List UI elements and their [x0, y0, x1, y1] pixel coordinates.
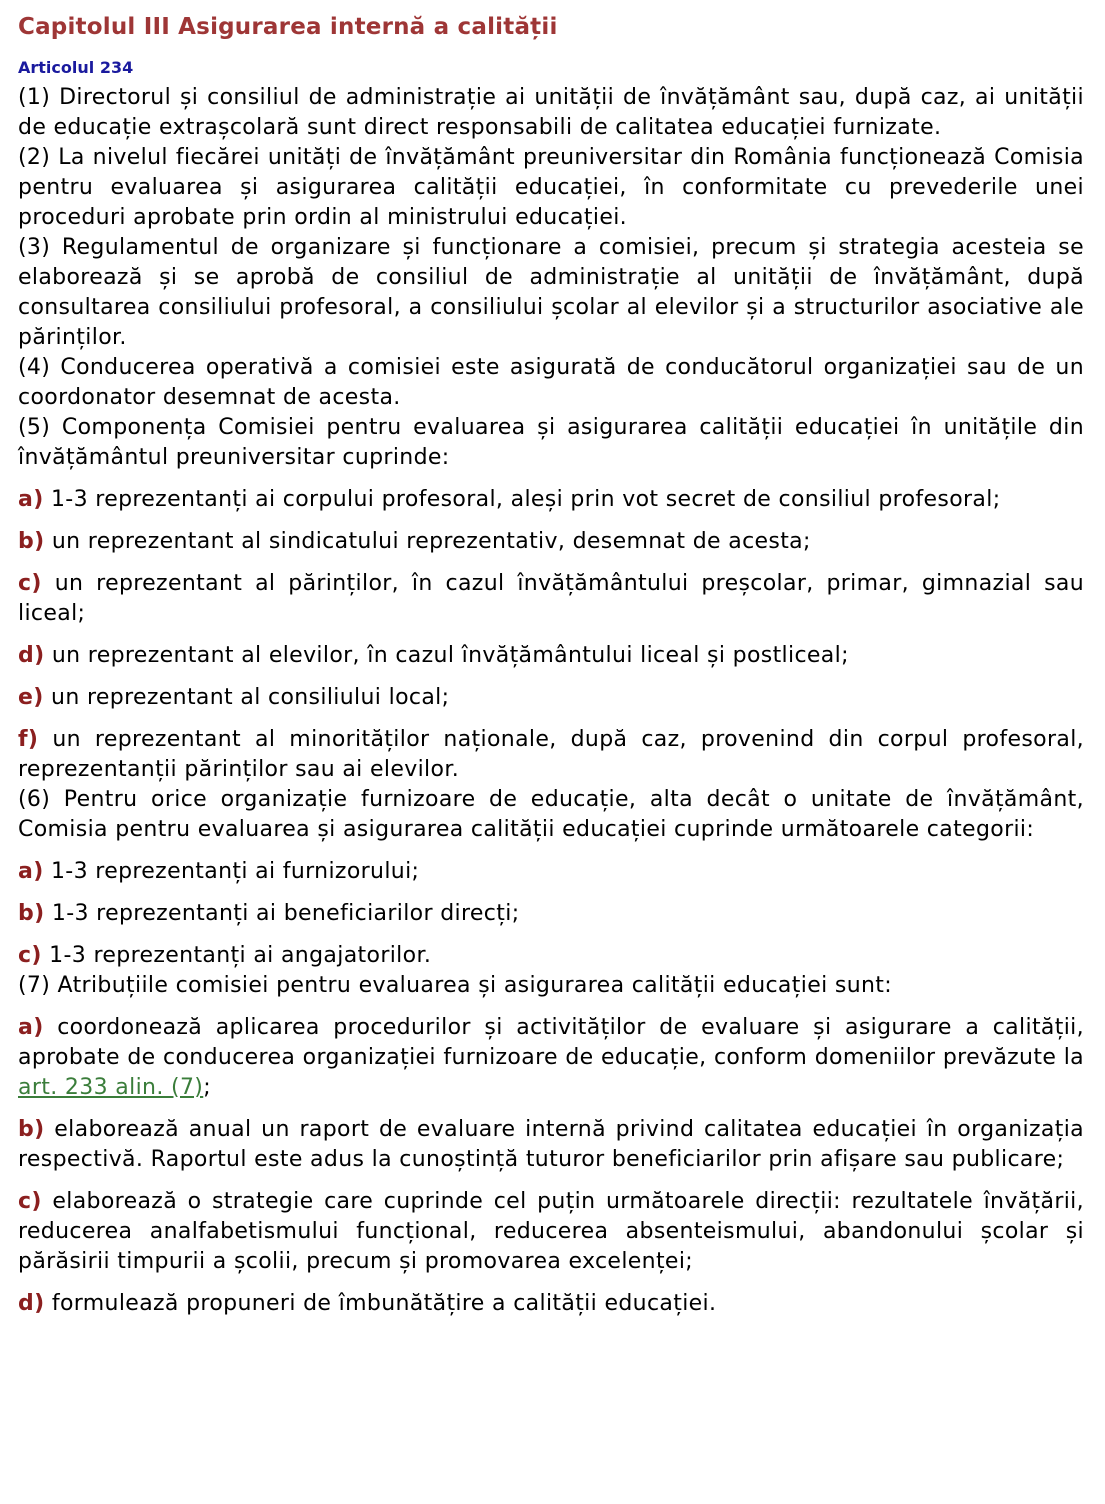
item-marker: b) — [18, 1117, 45, 1142]
lettered-item: a) 1-3 reprezentanți ai corpului profesoral, aleși prin vot secret de consiliul profesoral; — [18, 487, 1001, 512]
item-marker: b) — [18, 901, 45, 926]
article-reference-link[interactable]: art. 233 alin. (7) — [18, 1075, 204, 1100]
numbered-paragraph: (6) Pentru orice organizație furnizoare de educație, alta decât o unitate de învățământ, Comisia pentru evaluarea și asigurarea calității educației cuprinde următoarele categorii: — [18, 787, 1084, 842]
numbered-paragraph: (2) La nivelul fiecărei unități de învățământ preuniversitar din România funcționează Comisia pentru evaluarea și asigurarea calității educației, în conformitate cu prevederile unei proceduri aprobate prin ordin al ministrului educației. — [18, 145, 1084, 230]
item-marker: a) — [18, 487, 44, 512]
lettered-item: b) 1-3 reprezentanți ai beneficiarilor direcți; — [18, 901, 520, 926]
item-marker: c) — [18, 943, 42, 968]
lettered-item: f) un reprezentant al minorităților naționale, după caz, provenind din corpul profesoral, reprezentanții părinților sau ai elevilor. — [18, 727, 1085, 782]
lettered-item: a) 1-3 reprezentanți ai furnizorului; — [18, 859, 420, 884]
lettered-item: d) un reprezentant al elevilor, în cazul învățământului liceal și postliceal; — [18, 643, 849, 668]
numbered-paragraph: (5) Componența Comisiei pentru evaluarea și asigurarea calității educației în unitățile din învățământul preuniversitar cuprinde: — [18, 415, 1084, 470]
item-marker: d) — [18, 1291, 45, 1316]
lettered-item: d) formulează propuneri de îmbunătățire a calității educației. — [18, 1291, 717, 1316]
item-marker: d) — [18, 643, 45, 668]
numbered-paragraph: (1) Directorul și consiliul de administrație ai unității de învățământ sau, după caz, ai unității de educație extrașcolară sunt direct responsabili de calitatea educației furnizate. — [18, 85, 1084, 140]
item-marker: c) — [18, 1189, 42, 1214]
lettered-item: c) 1-3 reprezentanți ai angajatorilor. — [18, 943, 432, 968]
article-body — [18, 83, 1084, 1319]
item-marker: b) — [18, 529, 45, 554]
item-marker: e) — [18, 685, 44, 710]
item-marker: c) — [18, 571, 42, 596]
chapter-title: Capitolul III Asigurarea internă a calității — [18, 14, 558, 40]
lettered-item: c) elaborează o strategie care cuprinde cel puțin următoarele direcții: rezultatele învățării, reducerea analfabetismului funcțional, reducerea absenteismului, abandonului școlar și părăsirii timpurii a școlii, precum și promovarea excelenței; — [18, 1189, 1084, 1274]
numbered-paragraph: (3) Regulamentul de organizare și funcționare a comisiei, precum și strategia acesteia se elaborează și se aprobă de consiliul de administrație al unității de învățământ, după consultarea consiliului profesoral, a consiliului școlar al elevilor și a structurilor asociative ale părinților. — [18, 235, 1084, 350]
lettered-item: b) elaborează anual un raport de evaluare internă privind calitatea educației în organizația respectivă. Raportul este adus la cunoștință tuturor beneficiarilor prin afișare sau publicare; — [18, 1117, 1084, 1172]
item-marker: f) — [18, 727, 39, 752]
item-marker: a) — [18, 1015, 44, 1040]
lettered-item: a) coordonează aplicarea procedurilor și activităților de evaluare și asigurare a calității, aprobate de conducerea organizației furnizoare de educație, conform domeniilor prevăzute la art. 233 alin. (7); — [18, 1015, 1084, 1100]
numbered-paragraph: (4) Conducerea operativă a comisiei este asigurată de conducătorul organizației sau de un coordonator desemnat de acesta. — [18, 355, 1084, 410]
lettered-item: c) un reprezentant al părinților, în cazul învățământului preșcolar, primar, gimnazial sau liceal; — [18, 571, 1085, 626]
item-marker: a) — [18, 859, 44, 884]
lettered-item: e) un reprezentant al consiliului local; — [18, 685, 450, 710]
article-heading: Articolul 234 — [18, 58, 134, 77]
lettered-item: b) un reprezentant al sindicatului reprezentativ, desemnat de acesta; — [18, 529, 811, 554]
numbered-paragraph: (7) Atribuțiile comisiei pentru evaluarea și asigurarea calității educației sunt: — [18, 973, 893, 998]
